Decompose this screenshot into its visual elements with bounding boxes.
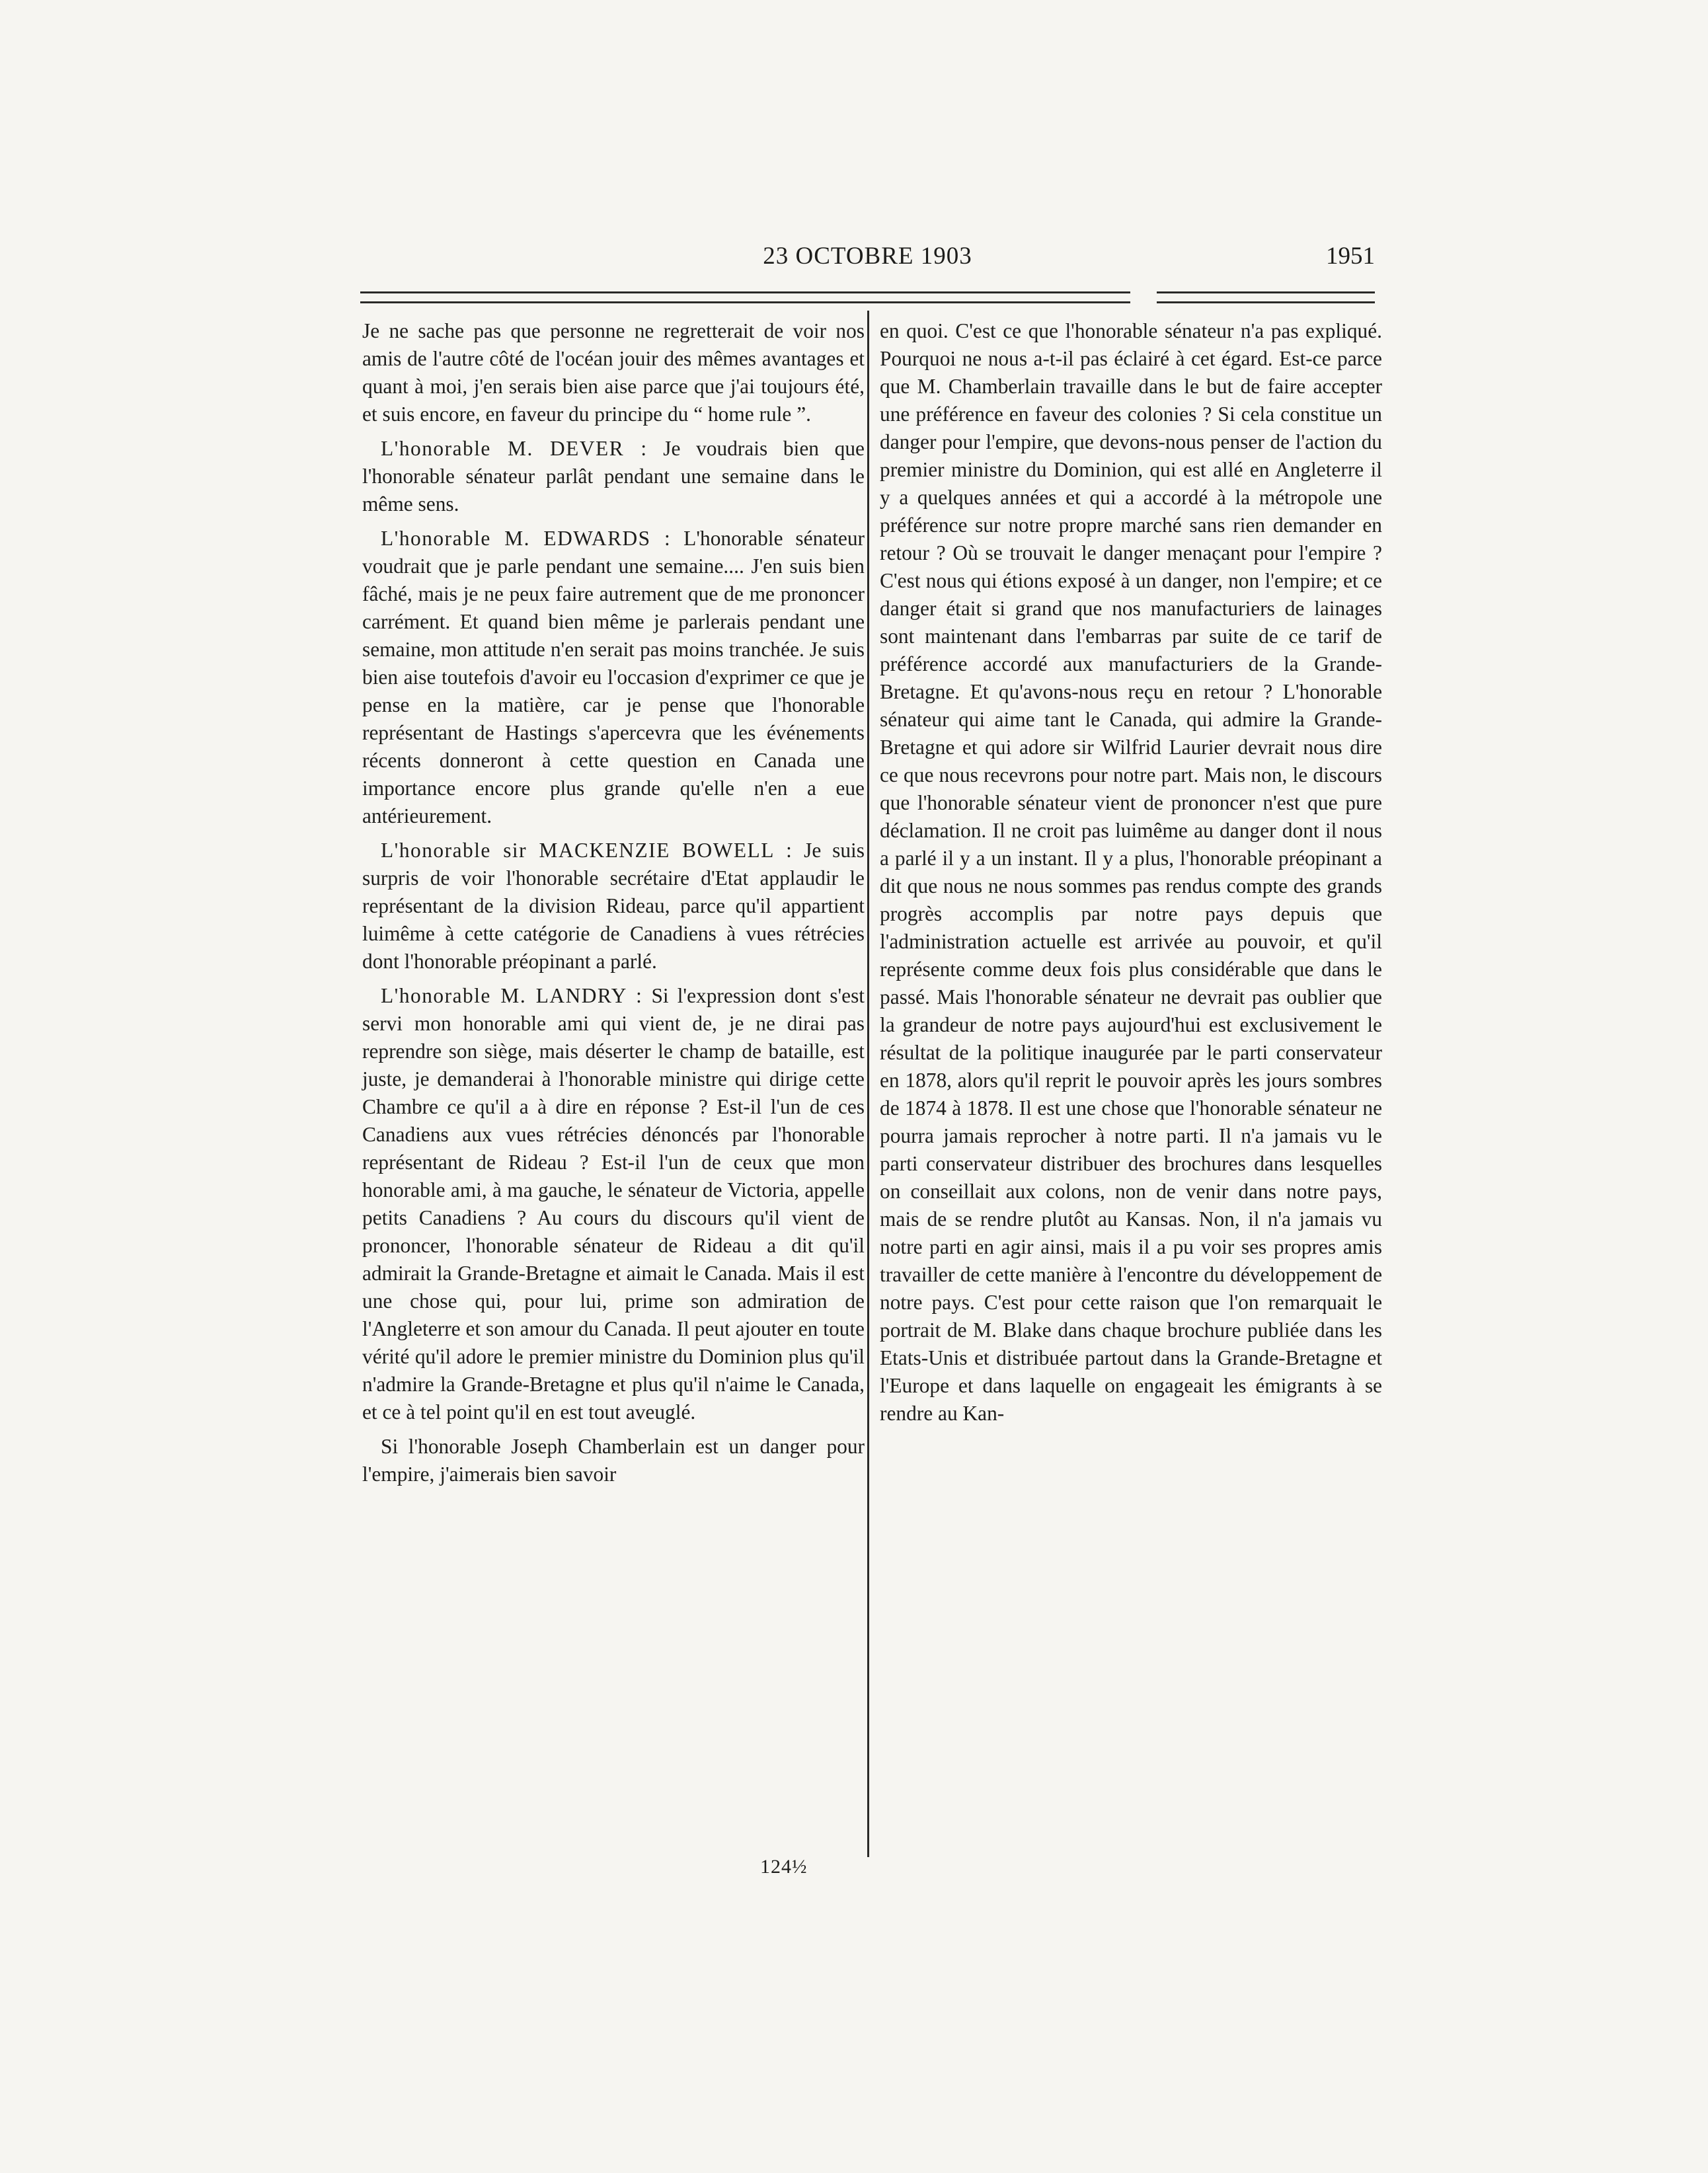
paragraph: Je ne sache pas que personne ne regretterait de voir nos amis de l'autre côté de l'océan jouir des mêmes avantages et quant à moi, j'en serais bien aise parce que j'ai toujours été, et suis encore, en faveur du principe du “ home rule ”. xyxy=(362,319,865,426)
speech-text: Je suis surpris de voir l'honorable secrétaire d'Etat applaudir le représentant de la division Rideau, parce qu'il appartient luimême à cette catégorie de Canadiens à vues rétrécies dont l'honorable préopinant a parlé. xyxy=(362,839,865,973)
speaker-name: L'honorable M. LANDRY : xyxy=(381,984,643,1007)
speech-text: Si l'expression dont s'est servi mon honorable ami qui vient de, je ne dirai pas reprendre son siège, mais déserter le champ de bataille, est juste, je demanderai à l'honorable ministre qui dirige cette Chambre ce qu'il a à dire en réponse ? Est-il l'un de ces Canadiens aux vues rétrécies dénoncés par l'honorable représentant de Rideau ? Est-il l'un de ceux que mon honorable ami, à ma gauche, le sénateur de Victoria, appelle petits Canadiens ? Au cours du discours qu'il vient de prononcer, l'honorable sénateur de Rideau a dit qu'il admirait la Grande-Bretagne et aimait le Canada. Mais il est une chose qui, pour lui, prime son admiration de l'Angleterre et son amour du Canada. Il peut ajouter en toute vérité qu'il adore le premier ministre du Dominion plus qu'il n'admire la Grande-Bretagne et plus qu'il n'aime le Canada, et ce à tel point qu'il en est tout aveuglé. xyxy=(362,984,865,1424)
column-divider xyxy=(867,311,869,1857)
paragraph: Si l'honorable Joseph Chamberlain est un danger pour l'empire, j'aimerais bien savoir xyxy=(362,1435,865,1486)
paragraph xyxy=(362,837,865,975)
speaker-name: L'honorable M. DEVER : xyxy=(381,437,648,460)
speech-text: L'honorable sénateur voudrait que je parle pendant une semaine.... J'en suis bien fâché, mais je ne peux faire autrement que de me prononcer carrément. Et quand bien même je parlerais pendant une semaine, mon attitude n'en serait pas moins tranchée. Je suis bien aise toutefois d'avoir eu l'occasion d'exprimer ce que je pense en la matière, car je pense que l'honorable représentant de Hastings s'apercevra que les événements récents donneront à cette question en Canada une importance encore plus grande qu'elle n'en a eue antérieurement. xyxy=(362,527,865,827)
running-head xyxy=(360,239,1375,279)
right-column xyxy=(880,317,1382,1434)
signature-mark: 124½ xyxy=(760,1856,808,1878)
paragraph: en quoi. C'est ce que l'honorable sénateur n'a pas expliqué. Pourquoi ne nous a-t-il pas éclairé à cet égard. Est-ce parce que M. Chamberlain travaille dans le but de faire accepter une préférence en faveur des colonies ? Si cela constitue un danger pour l'empire, que devons-nous penser de l'action du premier ministre du Dominion, qui est allé en Angleterre il y a quelques années et qui a accordé à la métropole une préférence sur notre propre marché sans rien demander en retour ? Où se trouvait le danger menaçant pour l'empire ? C'est nous qui étions exposé à un danger, non l'empire; et ce danger était si grand que nos manufacturiers de lainages sont maintenant dans l'embarras par suite de ce tarif de préférence accordé aux manufacturiers de la Grande-Bretagne. Et qu'avons-nous reçu en retour ? L'honorable sénateur qui aime tant le Canada, qui admire la Grande-Bretagne et qui adore sir Wilfrid Laurier devrait nous dire ce que nous recevrons pour notre part. Mais non, le discours que l'honorable sénateur vient de prononcer n'est que pure déclamation. Il ne croit pas luimême au danger dont il nous a parlé il y a un instant. Il y a plus, l'honorable préopinant a dit que nous ne nous sommes pas rendus compte des grands progrès accomplis par notre pays depuis que l'administration actuelle est arrivée au pouvoir, et qu'il représente comme deux fois plus considérable que dans le passé. Mais l'honorable sénateur ne devrait pas oublier que la grandeur de notre pays aujourd'hui est exclusivement le résultat de la politique inaugurée par le parti conservateur en 1878, alors qu'il reprit le pouvoir après les jours sombres de 1874 à 1878. Il est une chose que l'honorable sénateur ne pourra jamais reprocher à notre parti. Il n'a jamais vu le parti conservateur distribuer des brochures dans lesquelles on conseillait aux colons, non de venir dans notre pays, mais de se rendre plutôt au Kansas. Non, il n'a jamais vu notre parti en agir ainsi, mais il a pu voir ses propres amis travailler de cette manière à l'encontre du développement de notre pays. C'est pour cette raison que l'on remarquait le portrait de M. Blake dans chaque brochure publiée dans les Etats-Unis et distribuée partout dans la Grande-Bretagne et l'Europe et dans laquelle on engageait les émigrants à se rendre au Kan- xyxy=(880,319,1382,1425)
page-date: 23 OCTOBRE 1903 xyxy=(763,243,972,270)
paragraph xyxy=(362,525,865,830)
paragraph xyxy=(362,435,865,518)
header-rule-left xyxy=(360,291,1130,303)
speech-text: Je voudrais bien que l'honorable sénateur parlât pendant une semaine dans le même sens. xyxy=(362,437,865,515)
left-column xyxy=(362,317,865,1495)
speaker-name: L'honorable sir MACKENZIE BOWELL : xyxy=(381,839,793,862)
header-rule-right xyxy=(1157,291,1375,303)
page-number: 1951 xyxy=(1326,243,1375,270)
speaker-name: L'honorable M. EDWARDS : xyxy=(381,527,672,550)
paragraph xyxy=(362,982,865,1426)
